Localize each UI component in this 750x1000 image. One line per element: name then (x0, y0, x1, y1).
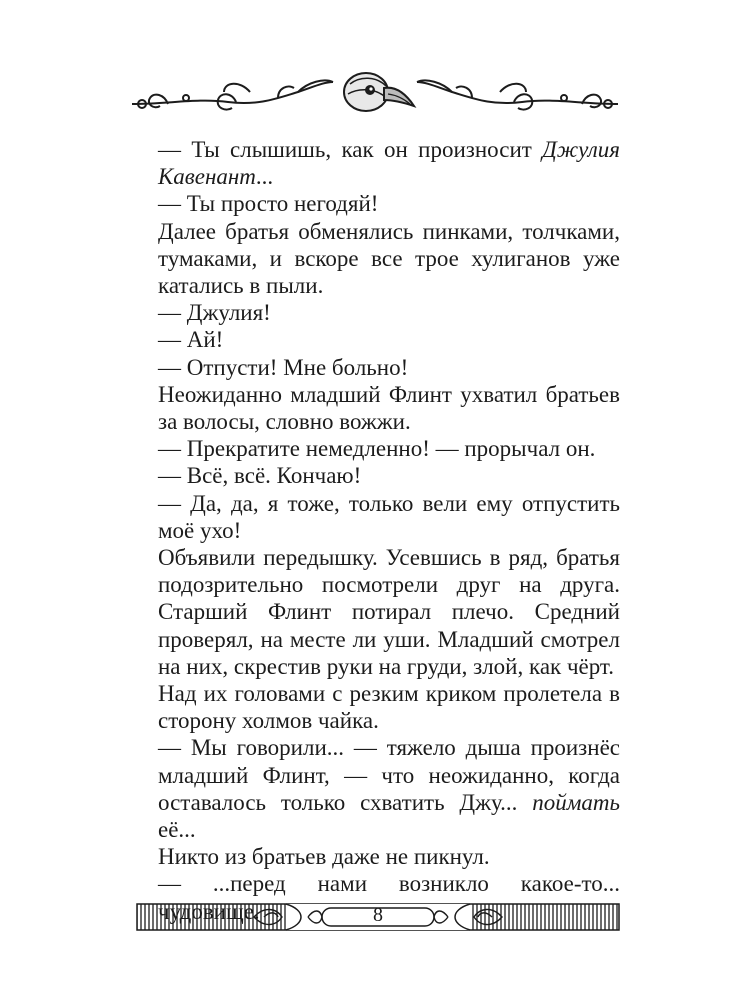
paragraph-text: её... (158, 817, 196, 843)
paragraph-text: — Мы говорили... — тяжело дыша произнёс младший Флинт, — что неожиданно, когда оставалось только схватить Джу... (158, 735, 620, 815)
paragraph (158, 490, 620, 544)
page-footer (136, 900, 620, 934)
italic-text: Джулия Кавенант (158, 137, 620, 190)
paragraph (158, 136, 620, 190)
paragraph-text: — Отпусти! Мне больно! (158, 354, 409, 380)
paragraph-text: Далее братья обменялись пинками, толчками, тумаками, и вскоре все трое хулиганов уже катались в пыли. (158, 218, 620, 299)
paragraph (158, 299, 620, 326)
paragraph-text: — Всё, всё. Кончаю! (158, 463, 362, 489)
paragraph (158, 218, 620, 300)
paragraph (158, 381, 620, 435)
paragraph-text: Никто из братьев даже не пикнул. (158, 844, 490, 870)
paragraph-text: — Да, да, я тоже, только вели ему отпустить моё ухо! (158, 490, 620, 543)
paragraph-text: — Прекратите немедленно! — прорычал он. (158, 436, 596, 462)
paragraph (158, 354, 620, 381)
paragraph (158, 680, 620, 734)
paragraph (158, 843, 620, 870)
paragraph (158, 190, 620, 217)
text-block (158, 136, 620, 925)
paragraph (158, 462, 620, 489)
paragraph (158, 435, 620, 462)
paragraph (158, 544, 620, 680)
paragraph-text: Объявили передышку. Усевшись в ряд, братья подозрительно посмотрели друг на друга. Старший Флинт потирал плечо. Средний проверял, на месте ли уши. Младший смотрел на них, скрестив руки на груди, злой, как чёрт. (158, 545, 620, 679)
paragraph-text: Над их головами с резким криком пролетела в сторону холмов чайка. (158, 681, 620, 734)
paragraph-text: — Джулия! (158, 300, 271, 326)
paragraph (158, 326, 620, 353)
paragraph-text: Неожиданно младший Флинт ухватил братьев за волосы, словно вожжи. (158, 381, 620, 435)
paragraph-text: — Ай! (158, 327, 224, 353)
paragraph-text: — Ты слышишь, как он произносит (158, 137, 543, 162)
paragraph-text: ... (255, 164, 274, 190)
paragraph (158, 734, 620, 843)
paragraph-text: — Ты просто негодяй! (158, 191, 379, 217)
paragraph-text: — ...перед нами возникло какое-то... (158, 871, 620, 897)
header-ornament (128, 58, 622, 128)
page-number: 8 (373, 904, 383, 926)
italic-text: поймать (532, 789, 620, 815)
bird-mask-ornament-icon (344, 73, 414, 111)
